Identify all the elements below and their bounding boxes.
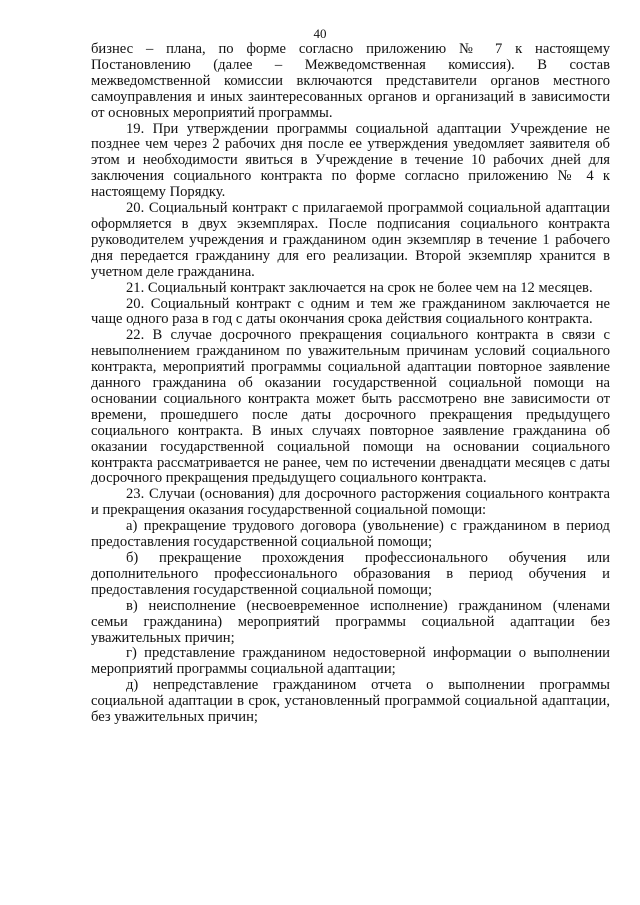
paragraph-p-20a: 20. Социальный контракт с прилагаемой программой социальной адаптации оформляется в двух экземплярах. После подписания социального контракта руководителем учреждения и гражданином один экземпляр в течение 1 рабочего дня передается гражданину для его реализации. Второй экземпляр хранится в учетном деле гражданина. [91,200,610,280]
page-number: 40 [313,26,327,41]
paragraph-p-23b: б) прекращение прохождения профессионального обучения или дополнительного профессионального образования в период обучения и предоставления государственной социальной помощи; [91,550,610,598]
paragraph-p-23g: г) представление гражданином недостоверной информации о выполнении мероприятий программы социальной адаптации; [91,645,610,678]
paragraph-p-continuation: бизнес – плана, по форме согласно приложению № 7 к настоящему Постановлению (далее – Межведомственная комиссия). В состав межведомственной комиссии включаются представители органов местного самоуправления и иных заинтересованных органов и организаций в зависимости от основных мероприятий программы. [91,41,610,121]
paragraph-p-23a: а) прекращение трудового договора (увольнение) с гражданином в период предоставления государственной социальной помощи; [91,518,610,551]
paragraph-p-20b: 20. Социальный контракт с одним и тем же гражданином заключается не чаще одного раза в год с даты окончания срока действия социального контракта. [91,295,610,328]
paragraph-p-23v: в) неисполнение (несвоевременное исполнение) гражданином (членами семьи гражданина) мероприятий программы социальной адаптации без уважительных причин; [91,597,610,646]
document-body [91,42,610,726]
paragraph-p-23: 23. Случаи (основания) для досрочного расторжения социального контракта и прекращения оказания государственной социальной помощи: [91,486,610,519]
paragraph-p-22: 22. В случае досрочного прекращения социального контракта в связи с невыполнением гражданином по уважительным причинам условий социального контракта, мероприятий программы социальной адаптации повторное заявление данного гражданина об оказании государственной социальной помощи на основании социального контракта может быть рассмотрено вне зависимости от времени, прошедшего после даты досрочного прекращения предыдущего социального контракта. В иных случаях повторное заявление гражданина об оказании государственной социальной помощи на основании социального контракта рассматривается не ранее, чем по истечении двенадцати месяцев с даты досрочного прекращения предыдущего социального контракта. [91,327,610,487]
paragraph-p-21: 21. Социальный контракт заключается на срок не более чем на 12 месяцев. [126,279,593,296]
paragraph-p-19: 19. При утверждении программы социальной адаптации Учреждение не позднее чем через 2 рабочих дня после ее утверждения уведомляет заявителя об этом и необходимости явиться в Учреждение в течение 10 рабочих дней для заключения социального контракта по форме согласно приложению № 4 к настоящему Порядку. [91,120,610,201]
paragraph-p-23d: д) непредставление гражданином отчета о выполнении программы социальной адаптации в срок, установленный программой социальной адаптации, без уважительных причин; [91,677,610,726]
